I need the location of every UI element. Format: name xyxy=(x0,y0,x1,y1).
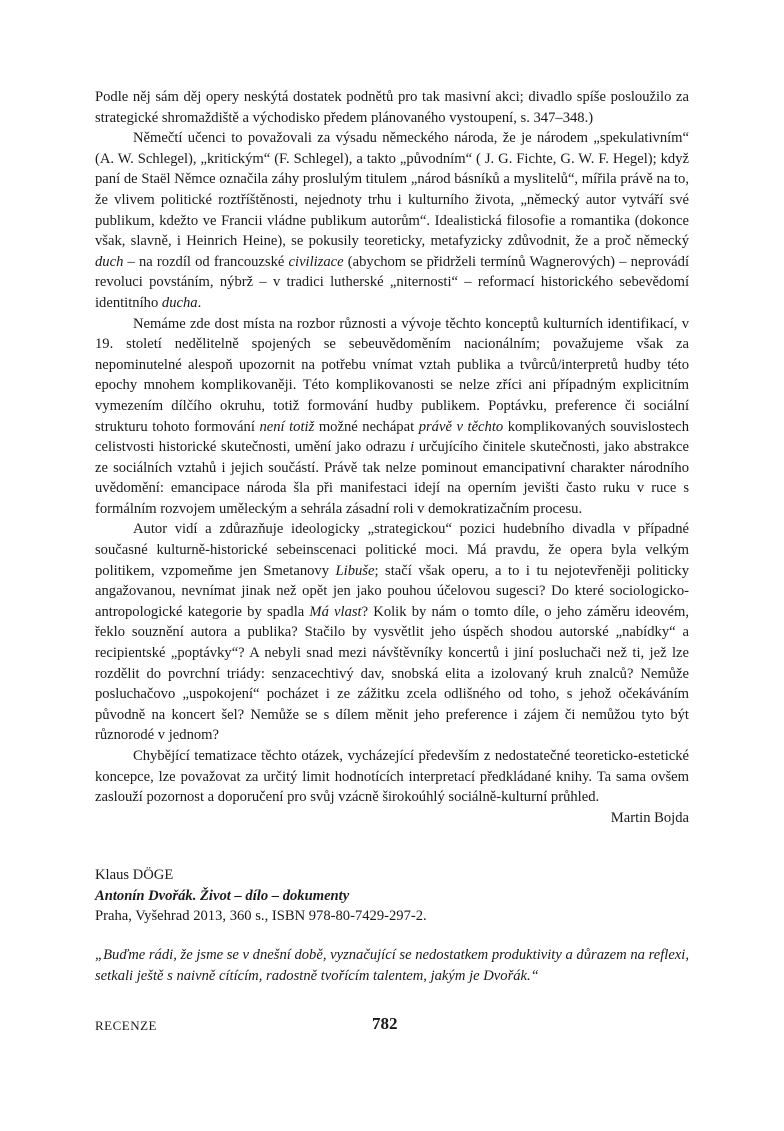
text-run: Chybějící tematizace těchto otázek, vycházející především z nedostatečné teoreticko-estetické koncepce, lze považovat za určitý limit hodnotících interpretací předkládané knihy. Ta sama ovšem zaslouží pozornost a doporučení pro svůj vzácně širokoúhlý sociálně-kulturní průhled. xyxy=(95,748,689,806)
text-run: – na rozdíl od francouzské xyxy=(123,253,289,270)
text-run: . xyxy=(197,294,202,311)
text-run: určujícího činitele skutečnosti, jako abstrakce ze sociálních vztahů i jejich součástí. Právě tak nelze pominout emancipativní charakter národního uvědomění: emancipace národa šla při manifestaci idejí na operním jevišti často ruku v ruce s formálním rozvojem uměleckým a sehrála zásadní roli v demokratizačním procesu. xyxy=(95,439,689,517)
text-run: ? Kolik by nám o tomto díle, o jeho záměru ideovém, řeklo souznění autora a publika? Stačilo by vysvětlit jeho úspěch shodou autorské „nabídky“ a recipientské „poptávky“? A nebyli snad mezi návštěvníky koncertů i jiní posluchači než ti, jež lze rozdělit do povrchní triády: senzacechtivý dav, snobská elita a izolovaný kruh znalců? Nemůže posluchačovo „uspokojení“ pocházet i ze zážitku zcela odlišného od toho, s jehož očekáváním původně na koncert šel? Nemůže se s dílem měnit jeho preference i zájem či nemůžou tyto být různorodé v jednom? xyxy=(95,603,689,744)
text-run: Nemáme zde dost místa na rozbor různosti a vývoje těchto konceptů kulturních identifikací, v 19. století nedělitelně spojených se sebeuvědoměním nacionálním; považujeme však za nepominutelné alespoň upozornit na potřebu vnímat vztah publika a tvůrců/interpretů hudby této epochy mnohem komplikovaněji. Této komplikovanosti se nelze zříci ani případným explicitním vymezením dílčího okruhu, totiž formování hudby publikem. Poptávku, preference či sociální strukturu tohoto formování xyxy=(95,315,689,435)
paragraph xyxy=(95,519,689,746)
section-label: RECENZE xyxy=(95,1018,157,1033)
text-run: (abychom se přidrželi termínů Wagnerových) – neprovádí revoluci povstáním, nýbrž – v tradici lutherské „niternosti“ – reformací historického sebevědomí identitního xyxy=(95,253,689,311)
book-entry xyxy=(95,865,689,927)
text-run: Podle něj sám děj opery neskýtá dostatek podnětů pro tak masivní akci; divadlo spíše posloužilo za strategické shromaždiště a východisko předem plánovaného vystoupení, s. 347–348.) xyxy=(95,89,689,126)
paragraph xyxy=(95,128,689,313)
book-title: Antonín Dvořák. Život – dílo – dokumenty xyxy=(95,887,350,904)
italic-run: Má vlast xyxy=(309,603,362,620)
italic-run: i xyxy=(410,439,415,456)
italic-run: duch xyxy=(95,253,124,270)
italic-run: Libuše xyxy=(335,562,375,579)
italic-run: civilizace xyxy=(288,253,344,270)
book-author: Klaus DÖGE xyxy=(95,867,174,883)
page-number: 782 xyxy=(372,1014,398,1033)
italic-run: není totiž xyxy=(259,418,315,435)
italic-run: právě v těchto xyxy=(418,418,504,435)
paragraph xyxy=(95,746,689,808)
text-run: Němečtí učenci to považovali za výsadu německého národa, že je národem „spekulativním“ (A. W. Schlegel), „kritickým“ (F. Schlegel), a takto „původním“ ( J. G. Fichte, G. W. F. Hegel); když paní de Staël Němce označila záhy proslulým titulem „národ básníků a myslitelů“, mířila právě na to, že vlivem politické roztříštěnosti, nejednoty trhu i kulturního života, „německý autor vytváří své publikum, kdežto ve Francii vládne publikum autorům“. Idealistická filosofie a romantika (dokonce však, slavně, i Heinrich Heine), se pokusily teoreticky, metafyzicky zdůvodnit, že a proč německý xyxy=(95,130,689,250)
italic-run: ducha xyxy=(161,294,198,311)
text-run: Autor vidí a zdůrazňuje ideologicky „strategickou“ pozici hudebního divadla v případné současné kulturně-historické sebeinscenaci politické moci. Má pravdu, že opera byla velkým politikem, vzpomeňme jen Smetanovy xyxy=(95,521,689,579)
book-publication: Praha, Vyšehrad 2013, 360 s., ISBN 978-80-7429-297-2. xyxy=(95,908,427,925)
text-run: možné nechápat xyxy=(314,418,419,435)
review-body xyxy=(95,87,689,828)
review-signature: Martin Bojda xyxy=(610,809,689,826)
epigraph-quote: „Buďme rádi, že jsme se v dnešní době, vyznačující se nedostatkem produktivity a důrazem na reflexi, setkali ještě s naivně cítícím, radostně tvořícím talentem, jakým je Dvořák.“ xyxy=(95,947,689,984)
paragraph xyxy=(95,87,689,128)
text-run: komplikovaných souvislostech celistvosti historické skutečnosti, umění jako odrazu xyxy=(95,418,690,456)
paragraph xyxy=(95,314,689,520)
text-run: ; stačí však operu, a to i tu nejotevřeněji politicky angažovanou, nevnímat jinak než opět jen jako pouhou účelovou sugesci? Do které sociologicko-antropologické kategorie by spadla xyxy=(95,562,689,620)
